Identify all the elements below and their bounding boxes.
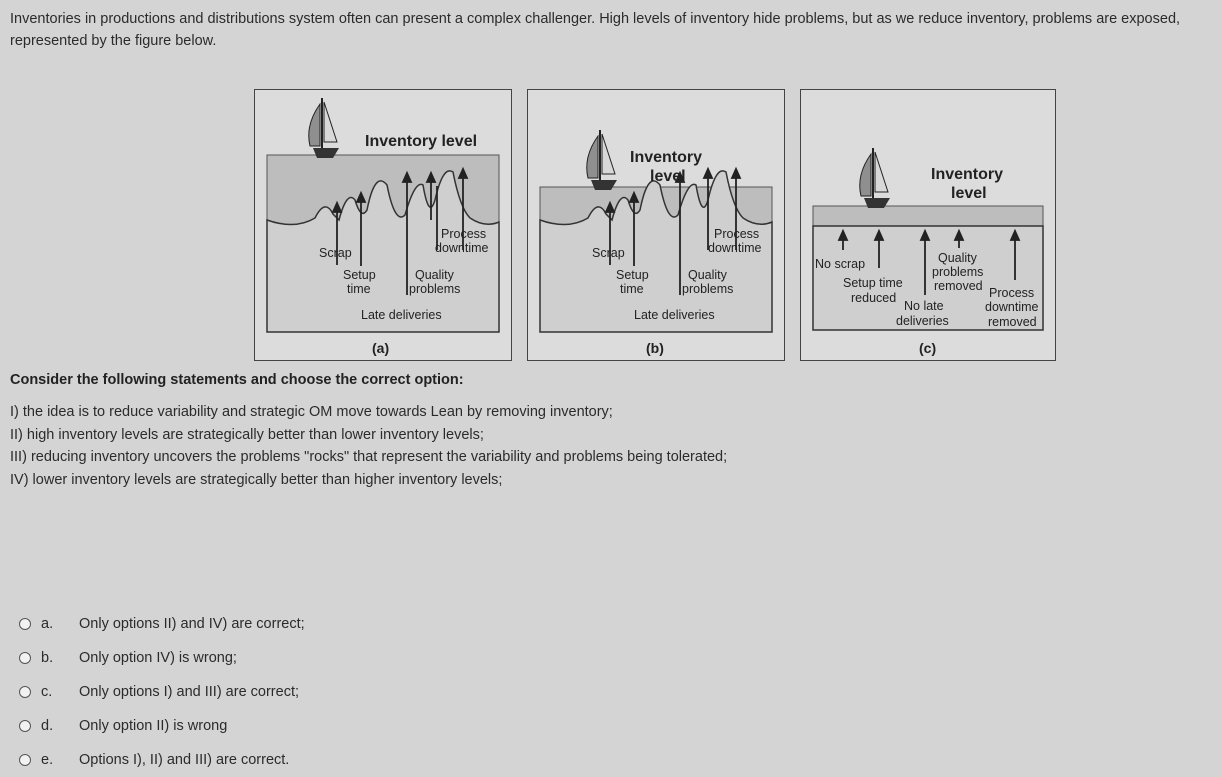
panel-c-caption: (c) (919, 340, 937, 356)
option-letter: a. (41, 616, 54, 632)
label-setup-time: Setup time (843, 276, 903, 290)
panel-c-title-line-1: Inventory (931, 166, 1004, 183)
panel-a-caption: (a) (372, 340, 390, 356)
statement-1: I) the idea is to reduce variability and strategic OM move towards Lean by removing inventory; (10, 404, 613, 420)
option-text[interactable]: Only option II) is wrong (79, 718, 228, 734)
option-letter: d. (41, 718, 54, 734)
option-text[interactable]: Only options I) and III) are correct; (79, 684, 300, 700)
label-process: Process (989, 286, 1035, 300)
panel-b-caption: (b) (646, 340, 664, 356)
option-text[interactable]: Only option IV) is wrong; (79, 650, 237, 666)
option-a[interactable] (19, 607, 305, 641)
label-late-deliveries: Late deliveries (634, 308, 715, 322)
label-no-late: No late (904, 299, 944, 313)
label-problems: problems (682, 282, 734, 296)
radio-button[interactable] (19, 720, 31, 732)
figure-panel-a (254, 89, 512, 361)
radio-button[interactable] (19, 652, 31, 664)
statement-2: II) high inventory levels are strategically better than lower inventory levels; (10, 426, 484, 443)
label-time: time (347, 282, 371, 296)
sailboat-icon (309, 98, 339, 158)
statements-list (10, 401, 727, 491)
label-reduced: reduced (851, 291, 897, 305)
panel-a-title: Inventory level (365, 133, 478, 150)
label-process: Process (441, 227, 487, 241)
radio-button[interactable] (19, 754, 31, 766)
water-area (813, 206, 1043, 226)
radio-button[interactable] (19, 686, 31, 698)
answer-options (19, 607, 305, 777)
panel-b-title-line-1: Inventory (630, 149, 703, 166)
statement-4: IV) lower inventory levels are strategically better than higher inventory levels; (10, 471, 503, 488)
question-intro (10, 8, 1215, 52)
option-letter: e. (41, 752, 54, 768)
panel-c-title-line-2: level (951, 185, 987, 202)
intro-line-2: represented by the figure below. (10, 33, 217, 49)
figure-panel-c (800, 89, 1056, 361)
label-problems: problems (932, 265, 984, 279)
radio-button[interactable] (19, 618, 31, 630)
option-letter: c. (41, 684, 53, 700)
option-letter: b. (41, 650, 54, 666)
label-scrap: Scrap (592, 246, 625, 260)
label-quality: Quality (938, 251, 977, 265)
label-downtime: downtime (708, 241, 762, 255)
option-e[interactable] (19, 743, 305, 777)
label-downtime: downtime (435, 241, 489, 255)
label-quality: Quality (415, 268, 454, 282)
figure-panel-b (527, 89, 785, 361)
inventory-figure (254, 89, 1056, 361)
label-quality: Quality (688, 268, 727, 282)
label-no-scrap: No scrap (815, 257, 866, 271)
label-process: Process (714, 227, 760, 241)
label-removed: removed (934, 279, 983, 293)
sailboat-icon (587, 130, 617, 190)
question-title: Consider the following statements and choose the correct option: (10, 372, 464, 388)
option-d[interactable] (19, 709, 305, 743)
label-problems: problems (409, 282, 461, 296)
option-text[interactable]: Options I), II) and III) are correct. (79, 752, 290, 768)
label-time: time (620, 282, 644, 296)
label-setup: Setup (616, 268, 649, 282)
label-deliveries: deliveries (896, 314, 949, 328)
label-late-deliveries: Late deliveries (361, 308, 442, 322)
panel-b-title-line-2: level (650, 168, 686, 185)
option-text[interactable]: Only options II) and IV) are correct; (79, 616, 305, 632)
sailboat-icon (860, 148, 890, 208)
intro-line-1: Inventories in productions and distributions system often can present a complex challenger. High levels of inventory hide problems, but as we reduce inventory, problems are exposed, (10, 11, 1181, 27)
label-scrap: Scrap (319, 246, 352, 260)
label-removed-2: removed (988, 315, 1037, 329)
label-setup: Setup (343, 268, 376, 282)
statement-3: III) reducing inventory uncovers the problems "rocks" that represent the variability and problems being tolerated; (10, 449, 728, 466)
label-downtime: downtime (985, 300, 1039, 314)
option-b[interactable] (19, 641, 305, 675)
option-c[interactable] (19, 675, 305, 709)
